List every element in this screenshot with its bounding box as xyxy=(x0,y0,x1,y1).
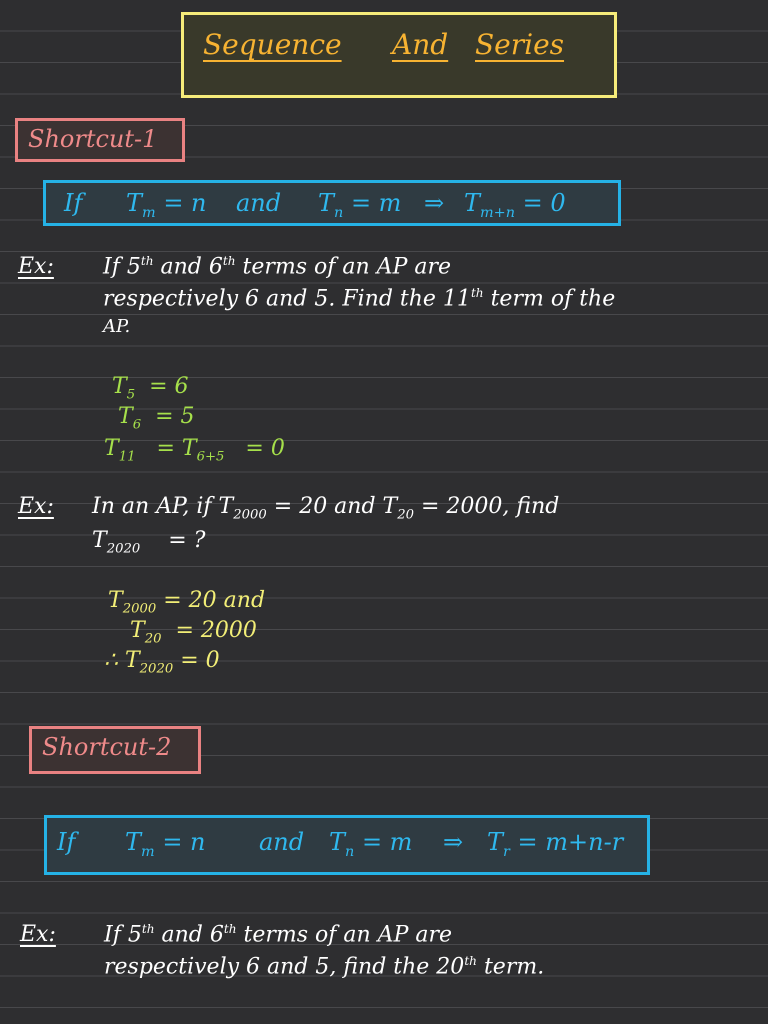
formula-tmn: $T_{m+n} = 0$ xyxy=(464,189,566,221)
formula-2-and: and xyxy=(259,828,305,856)
solution-1-line-3: $T_{11}$ = $T_{6+5}$ = 0 xyxy=(104,436,285,465)
example-1-line-3: AP. xyxy=(103,316,131,337)
title-word-and: And xyxy=(392,28,449,61)
example-3-line-1: If 5th and 6th terms of an AP are xyxy=(104,922,453,948)
formula-tn: $T_n = m$ xyxy=(318,189,402,221)
formula-2-tm: $T_m = n$ xyxy=(125,828,206,860)
example-3-label: Ex: xyxy=(20,922,56,947)
example-1-label: Ex: xyxy=(18,254,54,279)
shortcut-1-formula-box xyxy=(43,180,621,226)
example-2-line-1: In an AP, if $T_{2000} = 20$ and $T_{20} = 2000$, find xyxy=(92,494,560,523)
shortcut-2-label: Shortcut-2 xyxy=(29,726,201,774)
title-word-sequence: Sequence xyxy=(203,28,342,61)
formula-if: If xyxy=(64,189,83,217)
formula-2-tr: $T_r = m+n-r$ xyxy=(487,828,624,860)
example-1-line-1: If 5th and 6th terms of an AP are xyxy=(103,254,452,280)
example-3-line-2: respectively 6 and 5, find the 20th term. xyxy=(104,954,545,980)
shortcut-2-formula-box xyxy=(44,815,650,875)
title-word-series: Series xyxy=(475,28,565,61)
solution-1-line-2: $T_6 = 5$ xyxy=(118,404,195,433)
formula-2-implies: ⇒ xyxy=(443,828,464,856)
formula-implies: ⇒ xyxy=(424,189,445,217)
solution-2-line-2: $T_{20} = 2000$ xyxy=(130,618,257,647)
solution-2-line-1: $T_{2000} = 20$ and xyxy=(108,588,266,617)
formula-tm: $T_m = n$ xyxy=(126,189,207,221)
formula-2-if: If xyxy=(57,828,76,856)
solution-1-line-1: $T_5 = 6$ xyxy=(112,374,189,403)
solution-2-line-3: ∴ $T_{2020} = 0$ xyxy=(104,648,220,677)
shortcut-1-label: Shortcut-1 xyxy=(15,118,185,162)
example-1-line-2: respectively 6 and 5. Find the 11th term of the xyxy=(103,286,616,312)
example-2-label: Ex: xyxy=(18,494,54,519)
example-2-line-2: $T_{2020}$ = ? xyxy=(92,528,206,557)
formula-2-tn: $T_n = m$ xyxy=(329,828,413,860)
formula-and: and xyxy=(236,189,282,217)
